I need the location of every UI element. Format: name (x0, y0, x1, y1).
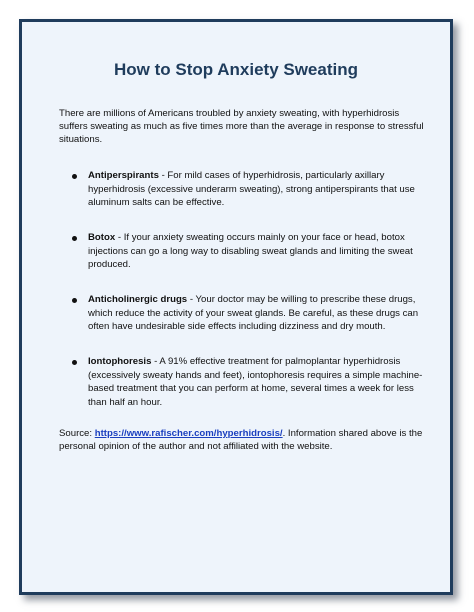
bullet-text: - For mild cases of hyperhidrosis, particularly axillary hyperhidrosis (excessive underarm sweating), strong antiperspirants that use aluminum salts can be effective. (88, 170, 415, 208)
source-suffix: . Information shared above is the personal opinion of the author and not affiliated with the website. (59, 428, 423, 452)
source-prefix: Source: (59, 428, 95, 439)
bullet-term: Anticholinergic drugs (88, 294, 188, 305)
list-item-iontophoresis (59, 355, 426, 417)
list-item-antiperspirants (59, 169, 426, 231)
bullet-term: Botox (88, 232, 116, 243)
tips-list (59, 169, 426, 417)
bullet-icon (72, 236, 77, 241)
list-item-botox (59, 231, 426, 293)
source-link[interactable]: https://www.rafischer.com/hyperhidrosis/ (94, 428, 283, 439)
bullet-term: Iontophoresis (88, 356, 152, 367)
list-item-anticholinergic-drugs (59, 293, 426, 355)
bullet-icon (72, 360, 77, 365)
source-paragraph (59, 427, 428, 453)
intro-paragraph: There are millions of Americans troubled by anxiety sweating, with hyperhidrosis suffers sweating as much as five times more than the average in response to stressful situations. (59, 108, 424, 145)
page-title: How to Stop Anxiety Sweating (114, 60, 358, 79)
bullet-icon (72, 298, 77, 303)
bullet-text: - Your doctor may be willing to prescribe these drugs, which reduce the activity of your sweat glands. Be careful, as these drugs can often have undesirable side effects including dizziness and dry mouth. (88, 294, 419, 332)
bullet-term: Antiperspirants (88, 170, 159, 181)
document-page (19, 19, 453, 595)
bullet-text: - If your anxiety sweating occurs mainly on your face or head, botox injections can go a long way to disabling sweat glands and limiting the sweat produced. (88, 232, 413, 270)
bullet-icon (72, 174, 77, 179)
bullet-text: - A 91% effective treatment for palmoplantar hyperhidrosis (excessively sweaty hands and feet), iontophoresis requires a simple machine-based treatment that you can perform at home, several times a week for less than half an hour. (88, 356, 423, 408)
